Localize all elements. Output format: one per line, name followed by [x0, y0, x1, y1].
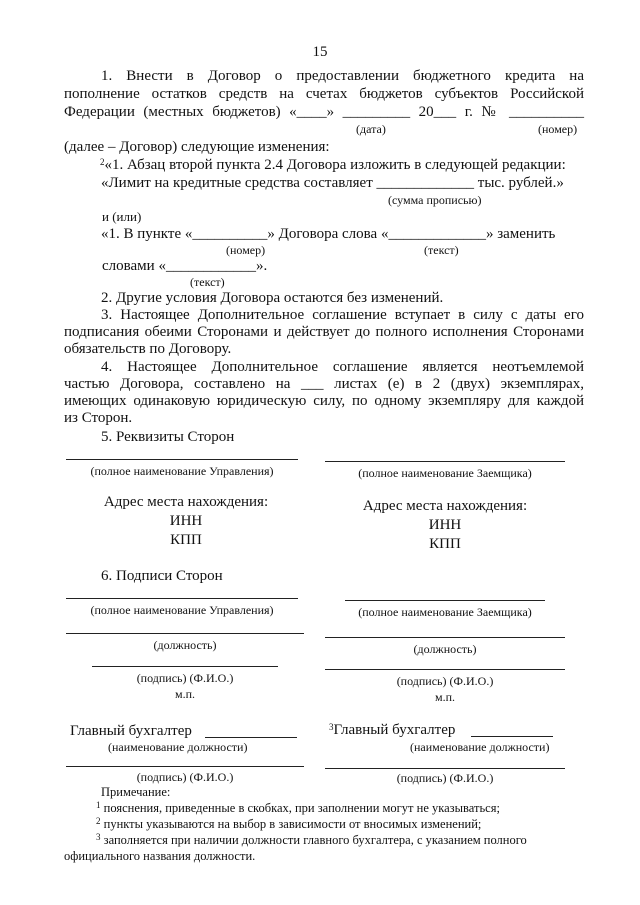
- footnote-mark-3: 3: [329, 722, 334, 732]
- label-text2: (текст): [190, 275, 225, 289]
- seal-right: м.п.: [434, 690, 455, 704]
- clause1-line8: словами «____________».: [102, 258, 268, 274]
- note-3-text: заполняется при наличии должности главного бухгалтера, с указанием полного: [103, 833, 527, 847]
- requisites-left-line: [66, 459, 298, 460]
- sign-left-name: (полное наименование Управления): [90, 603, 274, 617]
- footnote-mark-2: 2: [100, 157, 105, 167]
- sign-right-signature-line: [325, 669, 565, 670]
- requisites-left-name: (полное наименование Управления): [90, 464, 274, 478]
- left-address: Адрес места нахождения:: [103, 494, 269, 510]
- note-3: [96, 833, 527, 847]
- note-1-text: пояснения, приведенные в скобках, при заполнении могут не указываться;: [103, 801, 500, 815]
- chief-left-signature-line: [66, 766, 304, 767]
- clause1-line6: «Лимит на кредитные средства составляет _____________ тыс. рублей.»: [101, 175, 564, 191]
- chief-right-fio: (подпись) (Ф.И.О.): [396, 771, 494, 785]
- note-1: [96, 801, 500, 815]
- sign-left-position-line: [66, 633, 304, 634]
- note-2: [96, 817, 481, 831]
- clause4-line3: имеющих одинаковую юридическую силу, по одному экземпляру для каждой: [64, 393, 584, 409]
- clause3-line3: обязательств по Договору.: [64, 341, 232, 357]
- right-inn: ИНН: [428, 517, 462, 533]
- requisites-right-line: [325, 461, 565, 462]
- label-num2: (номер): [226, 243, 266, 257]
- label-sum: (сумма прописью): [388, 193, 482, 207]
- sign-left-fio: (подпись) (Ф.И.О.): [136, 671, 234, 685]
- clause3-line1: 3. Настоящее Дополнительное соглашение вступает в силу с даты его: [101, 307, 584, 323]
- chief-left-position-name: (наименование должности): [108, 740, 248, 754]
- clause1-line7: «1. В пункте «__________» Договора слова «_____________» заменить: [101, 226, 556, 242]
- sign-left-signature-line: [92, 666, 278, 667]
- right-address: Адрес места нахождения:: [362, 498, 528, 514]
- clause3-line2: подписания обеими Сторонами и действует до полного исполнения Сторонами: [64, 324, 584, 340]
- note-2-mark: 2: [96, 816, 101, 826]
- sign-right-position-line: [325, 637, 565, 638]
- clause1-line5-text: «1. Абзац второй пункта 2.4 Договора изложить в следующей редакции:: [104, 157, 566, 173]
- chief-accountant-right: [329, 722, 455, 739]
- chief-accountant-left-line: [205, 737, 297, 738]
- chief-accountant-right-line: [471, 736, 553, 737]
- clause2: 2. Другие условия Договора остаются без изменений.: [101, 290, 444, 306]
- clause1-line1: 1. Внести в Договор о предоставлении бюджетного кредита на: [101, 68, 584, 84]
- chief-right-signature-line: [325, 768, 565, 769]
- clause1-line2: пополнение остатков средств на счетах бюджетов субъектов Российской: [64, 86, 584, 102]
- label-number: (номер): [538, 122, 578, 136]
- note-3-continuation: официального названия должности.: [64, 849, 256, 863]
- sign-right-fio: (подпись) (Ф.И.О.): [396, 674, 494, 688]
- clause5-heading: 5. Реквизиты Сторон: [101, 429, 235, 445]
- left-kpp: КПП: [170, 532, 202, 548]
- clause6-heading: 6. Подписи Сторон: [101, 568, 223, 584]
- and-or: и (или): [102, 209, 142, 224]
- sign-left-name-line: [66, 598, 298, 599]
- label-date: (дата): [356, 122, 386, 136]
- label-text1: (текст): [424, 243, 459, 257]
- note-2-text: пункты указываются на выбор в зависимости от вносимых изменений;: [103, 817, 482, 831]
- clause1-line4: (далее – Договор) следующие изменения:: [64, 139, 330, 155]
- note-1-mark: 1: [96, 800, 101, 810]
- chief-right-position-name: (наименование должности): [410, 740, 550, 754]
- chief-accountant-right-text: Главный бухгалтер: [333, 722, 456, 738]
- right-kpp: КПП: [429, 536, 461, 552]
- note-3-mark: 3: [96, 832, 101, 842]
- notes-title: Примечание:: [101, 785, 171, 799]
- left-inn: ИНН: [169, 513, 203, 529]
- sign-right-position: (должность): [413, 642, 477, 656]
- seal-left: м.п.: [174, 687, 195, 701]
- clause4-line1: 4. Настоящее Дополнительное соглашение является неотъемлемой: [101, 359, 584, 375]
- clause1-line5: [100, 157, 566, 174]
- chief-left-fio: (подпись) (Ф.И.О.): [136, 770, 234, 784]
- clause4-line2: частью Договора, составлено на ___ листах (е) в 2 (двух) экземплярах,: [64, 376, 584, 392]
- page-number: 15: [312, 44, 328, 60]
- chief-accountant-left: Главный бухгалтер: [70, 723, 192, 739]
- sign-left-position: (должность): [153, 638, 217, 652]
- sign-right-name-line: [345, 600, 545, 601]
- sign-right-name: (полное наименование Заемщика): [358, 605, 532, 619]
- clause4-line4: из Сторон.: [64, 410, 133, 426]
- requisites-right-name: (полное наименование Заемщика): [358, 466, 532, 480]
- clause1-line3: Федерации (местных бюджетов) «____» _________ 20___ г. № __________: [64, 104, 584, 120]
